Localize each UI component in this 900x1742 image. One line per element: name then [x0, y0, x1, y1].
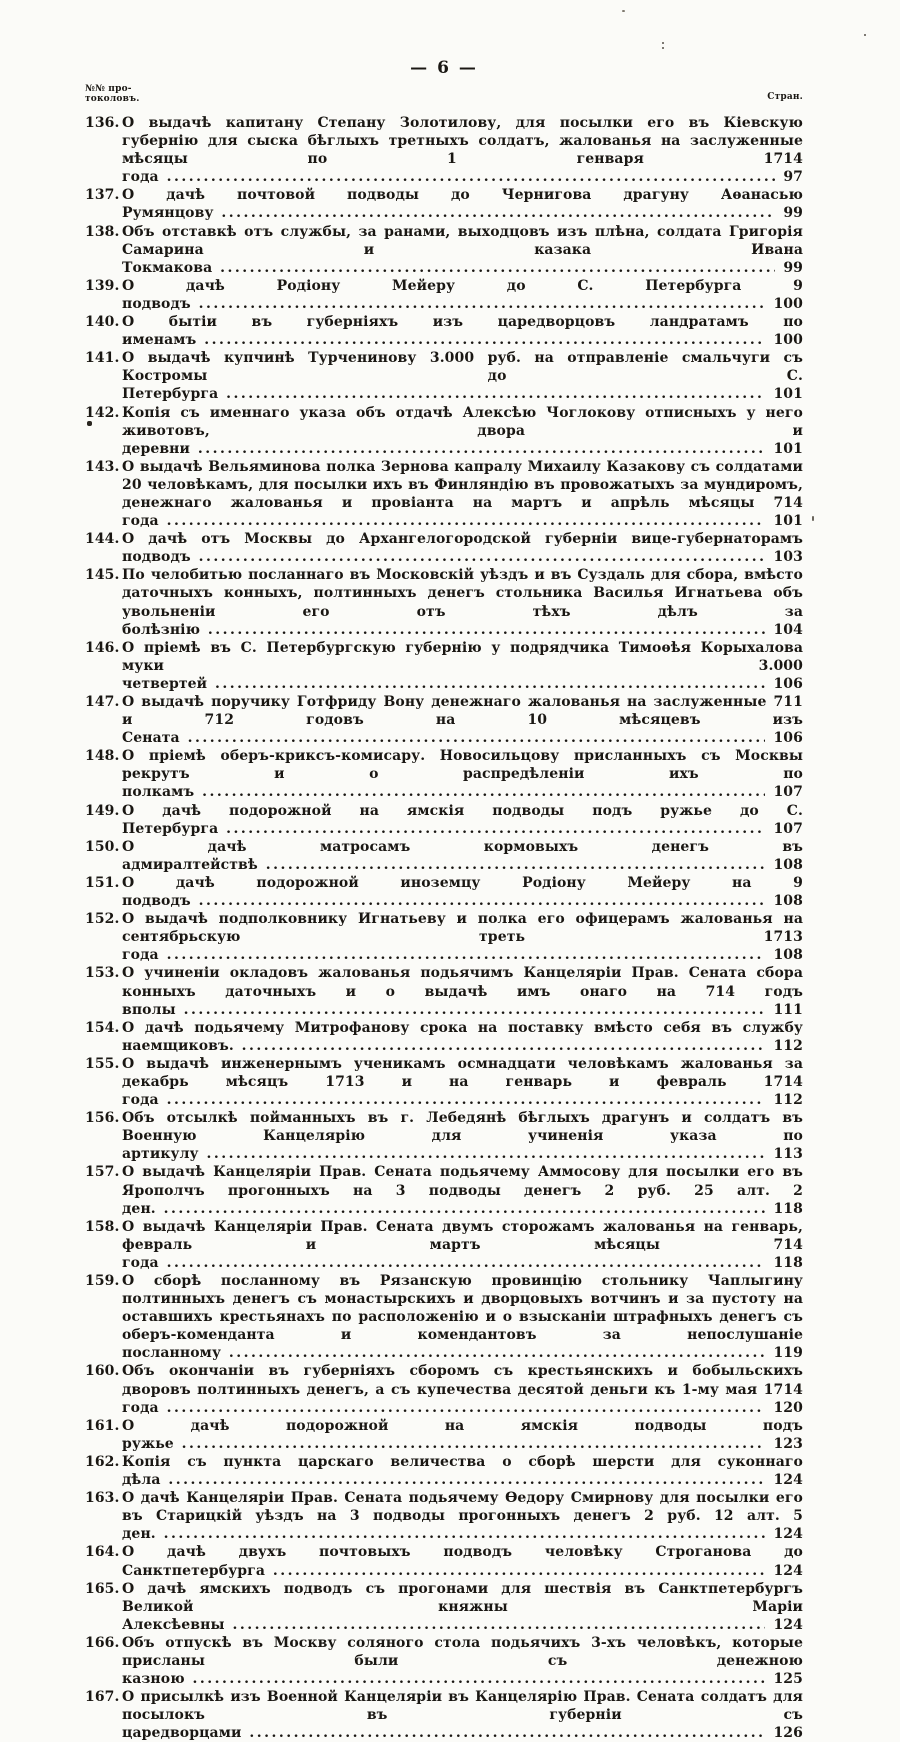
toc-entry	[85, 910, 803, 964]
entry-page: 99	[775, 204, 803, 222]
protocol-number-column-label-line2: токоловъ.	[85, 94, 140, 104]
toc-entry	[85, 693, 803, 747]
toc-entry	[85, 838, 803, 874]
entry-number: 138.	[85, 223, 120, 240]
toc-entry	[85, 1163, 803, 1217]
entry-text: О учиненіи окладовъ жалованья подьячимъ Канцеляріи Прав. Сената сбора конныхъ даточныхъ и о выдачѣ имъ онаго на 714 годъ вполы .....	[122, 965, 803, 1017]
toc-entry	[85, 1489, 803, 1543]
entry-page: 108	[765, 946, 803, 964]
entry-page: 106	[765, 729, 803, 747]
toc-entry	[85, 1543, 803, 1579]
entry-page: 123	[765, 1435, 803, 1453]
entry-text: О дачѣ матросамъ кормовыхъ денегъ въ адмиралтействѣ .....	[122, 839, 803, 873]
toc-entry	[85, 1688, 803, 1742]
scan-speck	[87, 421, 92, 426]
entry-number: 151.	[85, 874, 120, 891]
entry-number: 144.	[85, 531, 120, 548]
toc-entry	[85, 1417, 803, 1453]
toc-entry	[85, 1218, 803, 1272]
entry-page: 124	[765, 1471, 803, 1489]
toc-entry	[85, 349, 803, 403]
scan-speck	[864, 34, 866, 36]
entry-text: По челобитью посланнаго въ Московскій уѣздъ и въ Суздаль для сбора, вмѣсто даточныхъ конныхъ, полтинныхъ денегъ стольника Василья Игнатьева объ увольненіи его отъ тѣхъ дѣлъ за болѣзнію .....	[122, 567, 803, 637]
entry-text: О выдачѣ Канцеляріи Прав. Сената двумъ сторожамъ жалованья на генварь, февраль и мартъ мѣсяцы 714 года .....	[122, 1219, 803, 1271]
toc-entry	[85, 223, 803, 277]
entry-text: О выдачѣ купчинѣ Турченинову 3.000 руб. на отправленіе смальчуги съ Костромы до С. Петербурга .....	[122, 350, 803, 402]
entry-number: 140.	[85, 314, 120, 331]
entry-text: О присылкѣ изъ Военной Канцеляріи въ Канцелярію Прав. Сената солдатъ для посылокъ въ губерніи съ царедворцами .....	[122, 1689, 803, 1741]
entry-number: 152.	[85, 911, 120, 928]
toc-entry	[85, 874, 803, 910]
entry-number: 155.	[85, 1055, 120, 1072]
entry-number: 157.	[85, 1164, 120, 1181]
toc-entry	[85, 1634, 803, 1688]
entry-text: О выдачѣ подполковнику Игнатьеву и полка его офицерамъ жалованья на сентябрьскую треть 1713 года .....	[122, 911, 803, 963]
toc-entry	[85, 313, 803, 349]
entry-number: 160.	[85, 1363, 120, 1380]
entry-number: 147.	[85, 694, 120, 710]
entry-text: О выдачѣ инженернымъ ученикамъ осмнадцати человѣкамъ жалованья за декабрь мѣсяцъ 1713 и на генварь и февраль 1714 года .....	[122, 1056, 803, 1108]
entry-text: О пріемѣ въ С. Петербургскую губернію у подрядчика Тимоѳѣя Корыхалова муки 3.000 четвертей .....	[122, 640, 803, 692]
entry-text: О выдачѣ Вельяминова полка Зернова капралу Михаилу Казакову съ солдатами 20 человѣкамъ, для посылки ихъ въ Финляндію въ провожатыхъ за мундиромъ, денежнаго жалованья и провіанта на мартъ и апрѣль мѣсяцы 714 года .....	[122, 459, 803, 529]
toc-entry	[85, 186, 803, 222]
entry-number: 150.	[85, 838, 120, 855]
entry-text: О выдачѣ поручику Готфриду Вону денежнаго жалованья на заслуженные 711 и 712 годовъ на 10 мѣсяцевъ изъ Сената .....	[122, 694, 803, 746]
entry-number: 148.	[85, 748, 120, 765]
entry-text: О пріемѣ оберъ-криксъ-комисару. Новосильцову присланныхъ съ Москвы рекрутъ и о распредѣленіи ихъ по полкамъ .....	[122, 748, 803, 800]
entry-page: 111	[765, 1001, 803, 1019]
entry-number: 137.	[85, 187, 120, 204]
entry-number: 164.	[85, 1544, 120, 1561]
entry-number: 153.	[85, 965, 120, 982]
toc-entry	[85, 1453, 803, 1489]
entry-number: 166.	[85, 1634, 120, 1651]
entry-page: 126	[765, 1724, 803, 1742]
entry-text: О выдачѣ капитану Степану Золотилову, для посылки его въ Кіевскую губернію для сыска бѣглыхъ третныхъ солдатъ, жалованья на заслуженные мѣсяцы по 1 генваря 1714 года .....	[122, 115, 803, 185]
entry-number: 141.	[85, 350, 120, 367]
entry-text: О дачѣ подорожной на ямскія подводы подъ ружье до С. Петербурга .....	[122, 803, 803, 837]
entry-page: 112	[765, 1037, 803, 1055]
entry-page: 125	[765, 1670, 803, 1688]
protocol-number-column-label-line1: №№ про-	[85, 84, 132, 94]
toc-entry	[85, 566, 803, 638]
toc-entry	[85, 1580, 803, 1634]
entry-page: 124	[765, 1562, 803, 1580]
entry-text: О дачѣ подорожной на ямскія подводы подъ ружье .....	[122, 1418, 803, 1452]
toc-entry	[85, 747, 803, 801]
entry-number: 154.	[85, 1019, 120, 1036]
entry-page: 118	[765, 1254, 803, 1272]
entry-text: О дачѣ подьячему Митрофанову срока на поставку вмѣсто себя въ службу наемщиковъ. .....	[122, 1020, 803, 1054]
toc-entry	[85, 1055, 803, 1109]
entry-text: О дачѣ ямскихъ подводъ съ прогонами для шествія въ Санктпетербургъ Великой княжны Маріи Алексѣевны .....	[122, 1581, 803, 1633]
toc-entry	[85, 964, 803, 1018]
entry-number: 162.	[85, 1453, 120, 1470]
toc-entry	[85, 114, 803, 186]
entry-page: 124	[765, 1616, 803, 1634]
entry-number: 139.	[85, 277, 120, 294]
entry-text: Объ окончаніи въ губерніяхъ сборомъ съ крестьянскихъ и бобыльскихъ дворовъ полтинныхъ денегъ, а съ купечества десятой деньги къ 1-му мая 1714 года .....	[122, 1363, 803, 1415]
entry-page: 108	[765, 856, 803, 874]
entry-page: 99	[775, 259, 803, 277]
toc-entries	[85, 114, 803, 1742]
entry-number: 161.	[85, 1417, 120, 1434]
entry-text: Копія съ пункта царскаго величества о сборѣ шерсти для суконнаго дѣла .....	[122, 1454, 803, 1488]
entry-text: Объ отсылкѣ пойманныхъ въ г. Лебедянѣ бѣглыхъ драгунъ и солдатъ въ Военную Канцелярію для учиненія указа по артикулу .....	[122, 1110, 803, 1162]
entry-number: 149.	[85, 802, 120, 819]
entry-number: 146.	[85, 639, 120, 656]
toc-entry	[85, 1272, 803, 1362]
entry-number: 145.	[85, 567, 120, 584]
entry-page: 100	[765, 331, 803, 349]
scan-speck	[622, 10, 625, 12]
scan-speck	[662, 42, 664, 44]
entry-page: 103	[765, 548, 803, 566]
entry-text: О дачѣ подорожной иноземцу Родіону Мейеру на 9 подводъ .....	[122, 875, 803, 909]
toc-entry	[85, 639, 803, 693]
entry-number: 165.	[85, 1580, 120, 1597]
entry-text: О дачѣ почтовой подводы до Чернигова драгуну Аѳанасью Румянцову .....	[122, 187, 803, 221]
entry-text: О дачѣ отъ Москвы до Архангелогородской губерніи вице-губернаторамъ подводъ .....	[122, 531, 803, 565]
entry-text: О сборѣ посланному въ Рязанскую провинцію стольнику Чаплыгину полтинныхъ денегъ съ монастырскихъ и дворцовыхъ вотчинъ и за пустоту на оставшихъ крестьянахъ по расположенію и о взысканіи штрафныхъ денегъ съ оберъ-коменданта и комендантовъ за непослушаніе посланному .....	[122, 1273, 803, 1361]
entry-text: О дачѣ Родіону Мейеру до С. Петербурга 9 подводъ .....	[122, 278, 803, 312]
protocol-number-column-label	[85, 84, 140, 104]
toc-entry	[85, 1019, 803, 1055]
entry-number: 136.	[85, 115, 120, 131]
entry-page: 101	[765, 440, 803, 458]
entry-page: 107	[765, 820, 803, 838]
page-number: — 6 —	[410, 58, 478, 78]
entry-text: О дачѣ Канцеляріи Прав. Сената подьячему Ѳедору Смирнову для посылки его въ Старицкій уѣздъ на 3 подводы прогонныхъ денегъ 2 руб. 12 алт. 5 ден. .....	[122, 1490, 803, 1542]
entry-page: 118	[765, 1200, 803, 1218]
entry-page: 104	[765, 621, 803, 639]
entry-page: 113	[765, 1145, 803, 1163]
entry-number: 142.	[85, 404, 120, 421]
page-column-label: Стран.	[767, 92, 803, 102]
toc-entry	[85, 530, 803, 566]
entry-number: 156.	[85, 1110, 120, 1127]
toc-entry	[85, 1109, 803, 1163]
toc-entry	[85, 404, 803, 458]
toc-entry	[85, 1362, 803, 1416]
entry-page: 101	[765, 512, 803, 530]
entry-text: Объ отставкѣ отъ службы, за ранами, выходцовъ изъ плѣна, солдата Григорія Самарина и казака Ивана Токмакова .....	[122, 224, 803, 276]
entry-text: О бытіи въ губерніяхъ изъ царедворцовъ ландратамъ по именамъ .....	[122, 314, 803, 348]
entry-text: Копія съ именнаго указа объ отдачѣ Алексѣю Чоглокову отписныхъ у него животовъ, двора и деревни .....	[122, 405, 803, 457]
entry-page: 107	[765, 783, 803, 801]
entry-page: 100	[765, 295, 803, 313]
entry-number: 163.	[85, 1490, 120, 1507]
entry-text: О дачѣ двухъ почтовыхъ подводъ человѣку Строганова до Санктпетербурга .....	[122, 1544, 803, 1578]
entry-number: 158.	[85, 1218, 120, 1235]
entry-page: 124	[765, 1525, 803, 1543]
entry-page: 101	[765, 385, 803, 403]
entry-page: 106	[765, 675, 803, 693]
entry-page: 108	[765, 892, 803, 910]
scan-speck	[812, 516, 814, 521]
toc-entry	[85, 458, 803, 530]
entry-number: 167.	[85, 1689, 120, 1706]
entry-number: 159.	[85, 1273, 120, 1289]
entry-page: 97	[775, 168, 803, 186]
entry-page: 112	[765, 1091, 803, 1109]
entry-page: 119	[765, 1344, 803, 1362]
toc-entry	[85, 802, 803, 838]
entry-text: Объ отпускѣ въ Москву соляного стола подьячихъ 3-хъ человѣкъ, которые присланы были съ денежною казною .....	[122, 1635, 803, 1687]
entry-page: 120	[765, 1399, 803, 1417]
entry-text: О выдачѣ Канцеляріи Прав. Сената подьячему Аммосову для посылки его въ Ярополчъ прогонныхъ на 3 подводы денегъ 2 руб. 25 алт. 2 ден. .....	[122, 1164, 803, 1216]
toc-entry	[85, 277, 803, 313]
entry-number: 143.	[85, 458, 120, 475]
